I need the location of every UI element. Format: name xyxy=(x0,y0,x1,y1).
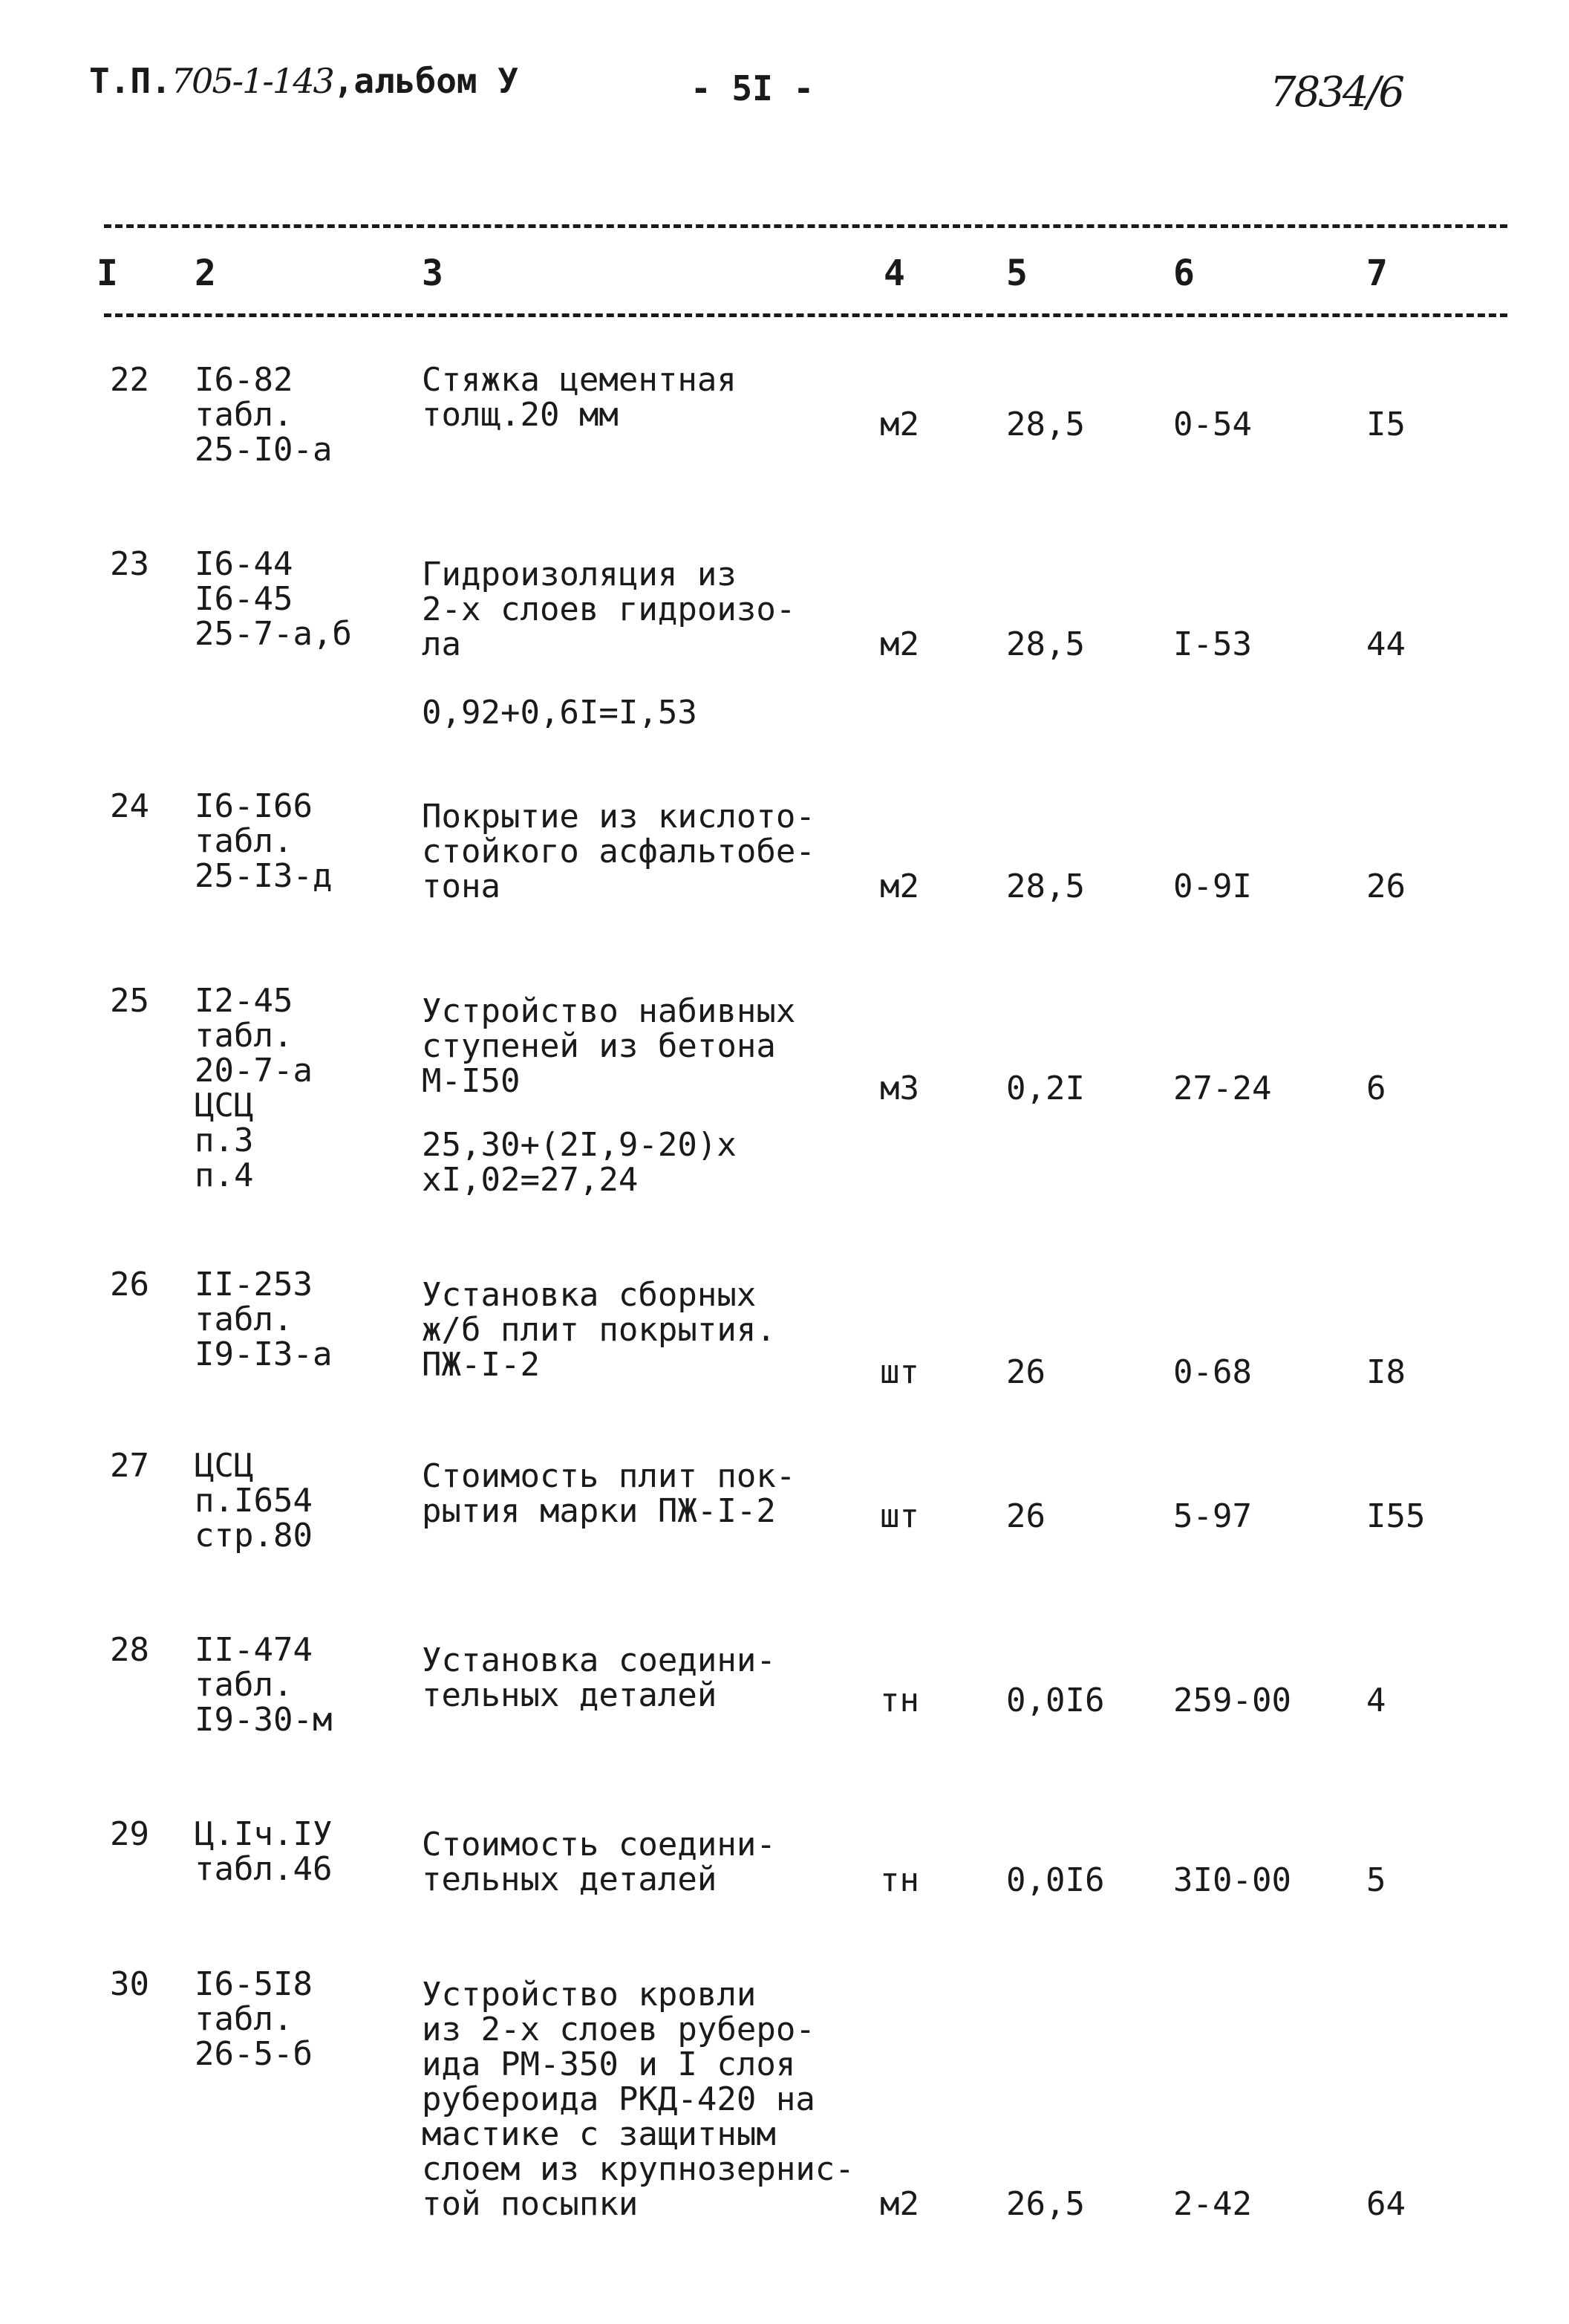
row-work-name: Стяжка цементная толщ.20 мм xyxy=(422,361,737,434)
row-work-name: Гидроизоляция из 2-х слоев гидроизо- ла xyxy=(422,556,796,663)
row-number: 30 xyxy=(110,1965,149,2003)
column-header-1: I xyxy=(97,253,118,294)
row-unit: тн xyxy=(880,1861,919,1899)
column-header-3: 3 xyxy=(422,253,443,294)
row-unit-price: 0-9I xyxy=(1173,868,1252,905)
table-top-rule xyxy=(104,224,1507,228)
row-quantity: 26,5 xyxy=(1006,2185,1085,2223)
row-unit-price: 5-97 xyxy=(1173,1497,1252,1535)
row-code: I2-45 табл. 20-7-а ЦСЦ п.3 п.4 xyxy=(195,982,313,1194)
row-unit-price: 27-24 xyxy=(1173,1070,1272,1107)
row-total: 6 xyxy=(1366,1070,1386,1107)
row-work-name: Стоимость соедини- тельных деталей xyxy=(422,1826,776,1898)
row-code: ЦСЦ п.I654 стр.80 xyxy=(195,1447,313,1555)
row-code: II-253 табл. I9-I3-а xyxy=(195,1266,333,1373)
row-unit: тн xyxy=(880,1682,919,1719)
row-total: 4 xyxy=(1366,1682,1386,1719)
row-work-name: Устройство кровли из 2-х слоев рубеpо- ида РМ-350 и I слоя рубероида РКД-420 на мастике с защитным слоем из крупнозернис- той посыпки xyxy=(422,1976,855,2223)
row-quantity: 0,0I6 xyxy=(1006,1861,1105,1899)
row-quantity: 28,5 xyxy=(1006,625,1085,663)
row-unit-price: 0-54 xyxy=(1173,406,1252,443)
row-work-name: Установка сборных ж/б плит покрытия. ПЖ-I-2 xyxy=(422,1276,776,1384)
row-number: 23 xyxy=(110,545,149,583)
column-header-7: 7 xyxy=(1366,253,1388,294)
header-project-number: 705-1-143 xyxy=(171,61,333,101)
row-number: 29 xyxy=(110,1815,149,1853)
row-quantity: 0,0I6 xyxy=(1006,1682,1105,1719)
row-total: 5 xyxy=(1366,1861,1386,1899)
row-number: 26 xyxy=(110,1266,149,1303)
row-number: 25 xyxy=(110,982,149,1020)
row-number: 28 xyxy=(110,1631,149,1669)
row-unit-price: 2-42 xyxy=(1173,2185,1252,2223)
row-calculation-note: 0,92+0,6I=I,53 xyxy=(422,694,697,732)
row-unit-price: I-53 xyxy=(1173,625,1252,663)
row-total: 26 xyxy=(1366,868,1406,905)
row-calculation-note: 25,30+(2I,9-20)х хI,02=27,24 xyxy=(422,1126,737,1199)
row-unit: м2 xyxy=(880,406,919,443)
row-code: I6-5I8 табл. 26-5-б xyxy=(195,1965,313,2073)
document-header-title xyxy=(89,61,518,101)
page-number: - 5I - xyxy=(691,68,815,108)
row-code: I6-44 I6-45 25-7-а,б xyxy=(195,545,352,653)
row-unit: шт xyxy=(880,1353,919,1391)
row-unit: м2 xyxy=(880,625,919,663)
row-total: I5 xyxy=(1366,406,1406,443)
row-work-name: Стоимость плит пок- рытия марки ПЖ-I-2 xyxy=(422,1457,796,1530)
row-unit: м2 xyxy=(880,2185,919,2223)
row-code: I6-I66 табл. 25-I3-д xyxy=(195,787,333,895)
row-unit-price: 3I0-00 xyxy=(1173,1861,1291,1899)
row-unit: шт xyxy=(880,1497,919,1535)
row-work-name: Установка соедини- тельных деталей xyxy=(422,1641,776,1714)
row-code: I6-82 табл. 25-I0-а xyxy=(195,361,333,469)
row-quantity: 26 xyxy=(1006,1497,1046,1535)
column-header-6: 6 xyxy=(1173,253,1195,294)
header-prefix: Т.П. xyxy=(89,61,172,101)
row-code: II-474 табл. I9-30-м xyxy=(195,1631,333,1739)
column-header-5: 5 xyxy=(1006,253,1028,294)
row-code: Ц.Iч.IУ табл.46 xyxy=(195,1815,333,1888)
row-work-name: Устройство набивных ступеней из бетона М-I50 xyxy=(422,992,796,1100)
row-unit: м2 xyxy=(880,868,919,905)
row-number: 22 xyxy=(110,361,149,399)
header-album: ,альбом У xyxy=(333,61,518,101)
row-unit-price: 259-00 xyxy=(1173,1682,1291,1719)
row-unit-price: 0-68 xyxy=(1173,1353,1252,1391)
row-quantity: 26 xyxy=(1006,1353,1046,1391)
row-number: 27 xyxy=(110,1447,149,1485)
row-quantity: 0,2I xyxy=(1006,1070,1085,1107)
row-total: I8 xyxy=(1366,1353,1406,1391)
row-total: 64 xyxy=(1366,2185,1406,2223)
row-unit: м3 xyxy=(880,1070,919,1107)
column-header-4: 4 xyxy=(884,253,905,294)
table-header-rule xyxy=(104,313,1507,317)
row-quantity: 28,5 xyxy=(1006,406,1085,443)
column-header-2: 2 xyxy=(195,253,216,294)
row-quantity: 28,5 xyxy=(1006,868,1085,905)
row-total: I55 xyxy=(1366,1497,1426,1535)
row-number: 24 xyxy=(110,787,149,825)
row-total: 44 xyxy=(1366,625,1406,663)
row-work-name: Покрытие из кислото- стойкого асфальтобе- тона xyxy=(422,798,815,905)
sheet-code: 7834/6 xyxy=(1270,68,1403,117)
